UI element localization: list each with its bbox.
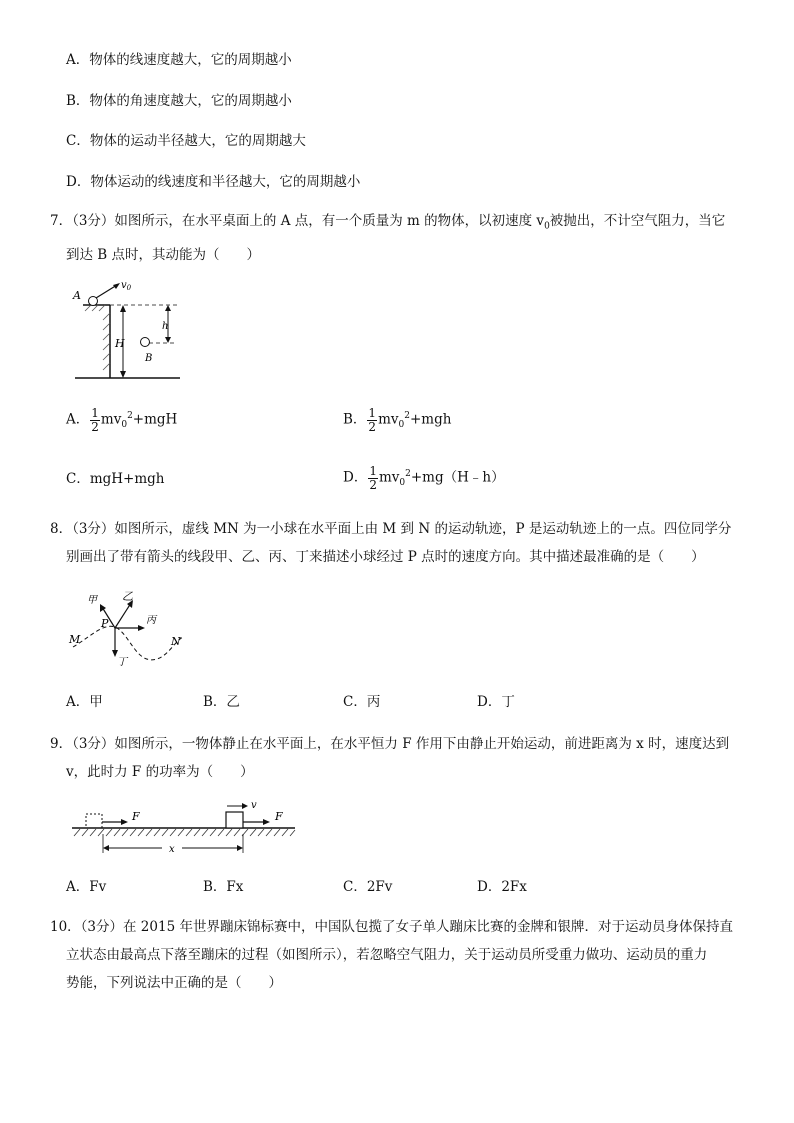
q9-x-arrow-right (237, 845, 243, 851)
q8-option-d[interactable]: D．丁 (477, 694, 515, 710)
q7-h-arrow-down (165, 337, 171, 343)
question-10-stem (50, 913, 750, 997)
q7-option-d-frac: $\frac{1}{2}$ (369, 463, 377, 492)
q7-option-a-frac: $\frac{1}{2}$ (91, 405, 99, 434)
q7-H-arrow-up (120, 305, 126, 312)
q8-label-m: M (69, 633, 81, 646)
q7-label-h: h (162, 321, 169, 332)
q7-option-b[interactable]: B． $\frac{1}{2}$ $mv_0^2+mgh$ (343, 405, 452, 434)
q7-ball-b (141, 338, 150, 347)
q9-force-arrowhead-2 (263, 819, 270, 825)
q8-label-jia: 甲 (87, 595, 97, 606)
q9-label-f1: F (132, 810, 140, 823)
question-9-stem (50, 730, 750, 786)
q7-option-d[interactable]: D． $\frac{1}{2}$ $mv_0^2+mg(H﹣h)$ (343, 463, 505, 492)
q7-option-d-mv: mv (378, 469, 400, 486)
q7-option-b-mv: mv (378, 411, 399, 428)
q9-label-v: v (251, 800, 257, 811)
q7-option-d-post: +mg（H﹣h） (410, 469, 505, 486)
q9-line1: 9．（3分）如图所示，一物体静止在水平面上，在水平恒力 F 作用下由静止开始运动，前进距离为 x 时，速度达到 (50, 736, 730, 752)
question-7-stem (50, 207, 750, 269)
q8-arrowhead-ding (112, 650, 118, 657)
q9-initial-block (86, 814, 102, 828)
q8-option-c[interactable]: C．丙 (343, 694, 381, 710)
q8-label-yi: 乙 (122, 590, 133, 603)
q8-label-p: P (101, 617, 109, 630)
q7-label-v: $v_0$ (121, 280, 132, 292)
q9-option-a[interactable]: A．Fv (66, 879, 107, 895)
q10-line3: 势能，下列说法中正确的是（ ） (66, 975, 282, 991)
q8-trajectory-figure (65, 585, 195, 670)
q7-line1-post: 被抛出，不计空气阻力，当它 (549, 213, 726, 229)
q9-option-d[interactable]: D．2Fx (477, 879, 527, 895)
q8-arrowhead-jia (100, 604, 106, 612)
q7-option-a[interactable]: A． $\frac{1}{2}$ $mv_0^2+mgH$ (66, 405, 178, 434)
q7-table-hatch (85, 305, 110, 370)
q7-H-arrow-down (120, 371, 126, 378)
q8-option-a[interactable]: A．甲 (66, 694, 103, 710)
q10-line1: 10．（3分）在 2015 年世界蹦床锦标赛中，中国队包揽了女子单人蹦床比赛的金牌和银牌．对于运动员身体保持直 (50, 919, 733, 935)
q8-arrowhead-bing (138, 625, 145, 631)
question-8-stem (50, 515, 750, 571)
q7-option-b-post: +mgh (409, 411, 452, 428)
q7-label-a: A (73, 289, 81, 302)
q7-option-c[interactable]: C．mgH+mgh (66, 471, 165, 487)
q9-label-x: x (169, 844, 175, 855)
prev-option-a[interactable]: A．物体的线速度越大，它的周期越小 (66, 52, 292, 68)
q7-velocity-arrow (96, 285, 117, 298)
q8-option-b[interactable]: B．乙 (203, 694, 240, 710)
q9-final-block (226, 812, 243, 828)
q8-arrow-yi (115, 603, 131, 628)
q9-label-f2: F (275, 810, 283, 823)
q9-velocity-arrowhead (242, 803, 248, 809)
q7-label-H: H (115, 337, 125, 350)
q7-projectile-figure (65, 275, 185, 385)
prev-option-d[interactable]: D．物体运动的线速度和半径越大，它的周期越小 (66, 174, 361, 190)
q8-line1: 8．（3分）如图所示，虚线 MN 为一小球在水平面上由 M 到 N 的运动轨迹，P 是运动轨迹上的一点。四位同学分 (50, 521, 732, 537)
q10-line2: 立状态由最高点下落至蹦床的过程（如图所示），若忽略空气阻力，关于运动员所受重力做功、运动员的重力 (66, 947, 708, 963)
q7-line1: 7．（3分）如图所示，在水平桌面上的 A 点，有一个质量为 m 的物体，以初速度 v (50, 213, 545, 229)
q9-option-b[interactable]: B．Fx (203, 879, 244, 895)
q7-option-a-mv: mv (100, 411, 122, 428)
q9-line2: v，此时力 F 的功率为（ ） (66, 764, 254, 780)
q8-label-bing: 丙 (146, 615, 156, 626)
prev-option-c[interactable]: C．物体的运动半径越大，它的周期越大 (66, 133, 306, 149)
q7-h-arrow-up (165, 305, 171, 311)
q7-line2: 到达 B 点时，其动能为（ ） (66, 246, 261, 263)
q7-option-b-frac: $\frac{1}{2}$ (368, 405, 377, 434)
q7-option-b-letter: B． (343, 411, 367, 428)
q7-velocity-arrowhead (113, 283, 120, 289)
q8-line2: 别画出了带有箭头的线段甲、乙、丙、丁来描述小球经过 P 点时的速度方向。其中描述最准确的是（ ） (66, 549, 705, 565)
q9-ground-hatch (74, 829, 295, 836)
q8-label-ding: 丁 (117, 657, 127, 668)
q7-v0-sub: 0 (544, 221, 550, 232)
q7-option-d-letter: D． (343, 469, 368, 486)
q7-option-a-letter: A． (66, 411, 90, 428)
q8-label-n: N (171, 635, 181, 648)
q7-option-a-post: +mgH (132, 411, 178, 428)
q7-label-B: B (145, 353, 153, 364)
q9-option-c[interactable]: C．2Fv (343, 879, 393, 895)
prev-option-b[interactable]: B．物体的角速度越大，它的周期越小 (66, 93, 292, 109)
q9-force-arrowhead-1 (121, 819, 128, 825)
q8-trajectory-path (73, 626, 183, 660)
q9-force-figure (70, 800, 300, 860)
q9-x-arrow-left (103, 845, 109, 851)
